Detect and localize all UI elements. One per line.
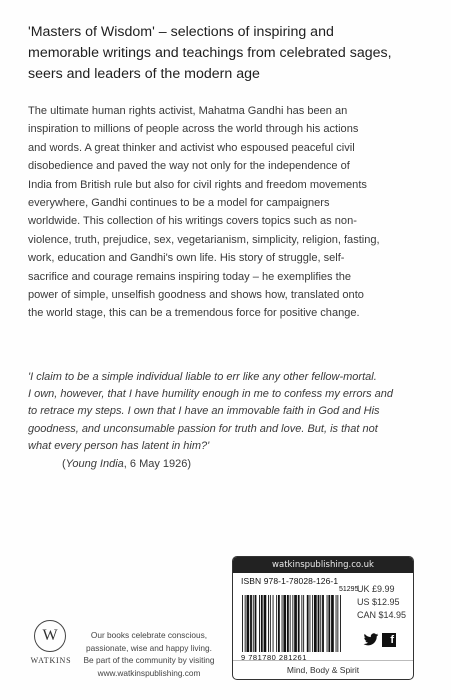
price-us: US $12.95 bbox=[357, 597, 400, 607]
barcode-image bbox=[241, 595, 343, 652]
quote-line: I own, however, that I have humility enough in me to confess my errors and bbox=[28, 388, 394, 401]
price-addon-code: 51295 bbox=[339, 586, 359, 593]
blurb-line: everywhere, Gandhi continues to be a model for campaigners bbox=[28, 197, 330, 210]
logo-wordmark: WATKINS bbox=[30, 656, 72, 665]
blurb-line: violence, truth, prejudice, sex, vegetarianism, simplicity, religion, fasting, bbox=[28, 233, 380, 246]
blurb-line: worldwide. This collection of his writings covers topics such as non- bbox=[28, 215, 357, 228]
blurb-line: India from British rule but also for civil rights and freedom movements bbox=[28, 178, 367, 191]
tagline-line: 'Masters of Wisdom' – selections of inspiring and bbox=[28, 24, 334, 40]
promo-line: Our books celebrate conscious, bbox=[90, 630, 208, 640]
blurb-line: inspiration to millions of people across the world through his actions bbox=[28, 123, 359, 136]
blurb-line: the world stage, this can be a tremendous force for positive change. bbox=[28, 307, 360, 320]
price-list bbox=[357, 583, 406, 622]
blurb-line: power of simple, unselfish goodness and shows how, translated onto bbox=[28, 289, 364, 302]
blurb-line: sacrifice and courage remains inspiring today – he exemplifies the bbox=[28, 270, 351, 283]
website-label: watkinspublishing.co.uk bbox=[233, 557, 413, 573]
barcode-panel bbox=[232, 556, 414, 680]
quote-line: 'I claim to be a simple individual liable to err like any other fellow-mortal. bbox=[28, 371, 377, 383]
watkins-logo bbox=[26, 620, 76, 678]
quote-citation bbox=[62, 458, 191, 470]
promo-line: Be part of the community by visiting bbox=[83, 655, 215, 666]
category-label: Mind, Body & Spirit bbox=[233, 660, 413, 679]
price-can: CAN $14.95 bbox=[357, 610, 407, 620]
series-tagline bbox=[28, 22, 428, 85]
gandhi-quote bbox=[28, 369, 428, 455]
twitter-icon bbox=[363, 633, 379, 647]
quote-line: what every person has latent in him?' bbox=[28, 439, 210, 452]
publisher-promo bbox=[78, 629, 220, 679]
blurb-line: work, education and Gandhi's own life. His story of struggle, self- bbox=[28, 252, 345, 265]
citation-source: Young India bbox=[65, 458, 124, 470]
isbn-text: ISBN 978-1-78028-126-1 bbox=[241, 576, 339, 586]
facebook-icon: f bbox=[382, 633, 396, 647]
promo-url: www.watkinspublishing.com bbox=[97, 667, 201, 678]
blurb-line: The ultimate human rights activist, Mahatma Gandhi has been an bbox=[28, 105, 348, 117]
blurb-line: and words. A great thinker and activist who espoused peaceful civil bbox=[28, 141, 355, 154]
tagline-line: seers and leaders of the modern age bbox=[28, 66, 260, 82]
quote-line: goodness, and unconsumable passion for truth and love. But, is that not bbox=[28, 422, 378, 435]
description-paragraph bbox=[28, 102, 428, 323]
barcode-number: 9 781780 281261 bbox=[241, 653, 307, 662]
price-uk: UK £9.99 bbox=[357, 584, 395, 594]
citation-open: ( bbox=[62, 458, 66, 470]
citation-date: , 6 May 1926) bbox=[123, 458, 192, 470]
blurb-line: disobedience and paved the way not only for the independence of bbox=[28, 160, 350, 173]
promo-line: passionate, wise and happy living. bbox=[86, 642, 212, 653]
quote-line: to retrace my steps. I own that I have an immovable faith in God and His bbox=[28, 405, 380, 418]
tagline-line: memorable writings and teachings from celebrated sages, bbox=[28, 45, 392, 61]
social-icons bbox=[363, 633, 396, 649]
logo-w-icon: W bbox=[34, 620, 66, 652]
